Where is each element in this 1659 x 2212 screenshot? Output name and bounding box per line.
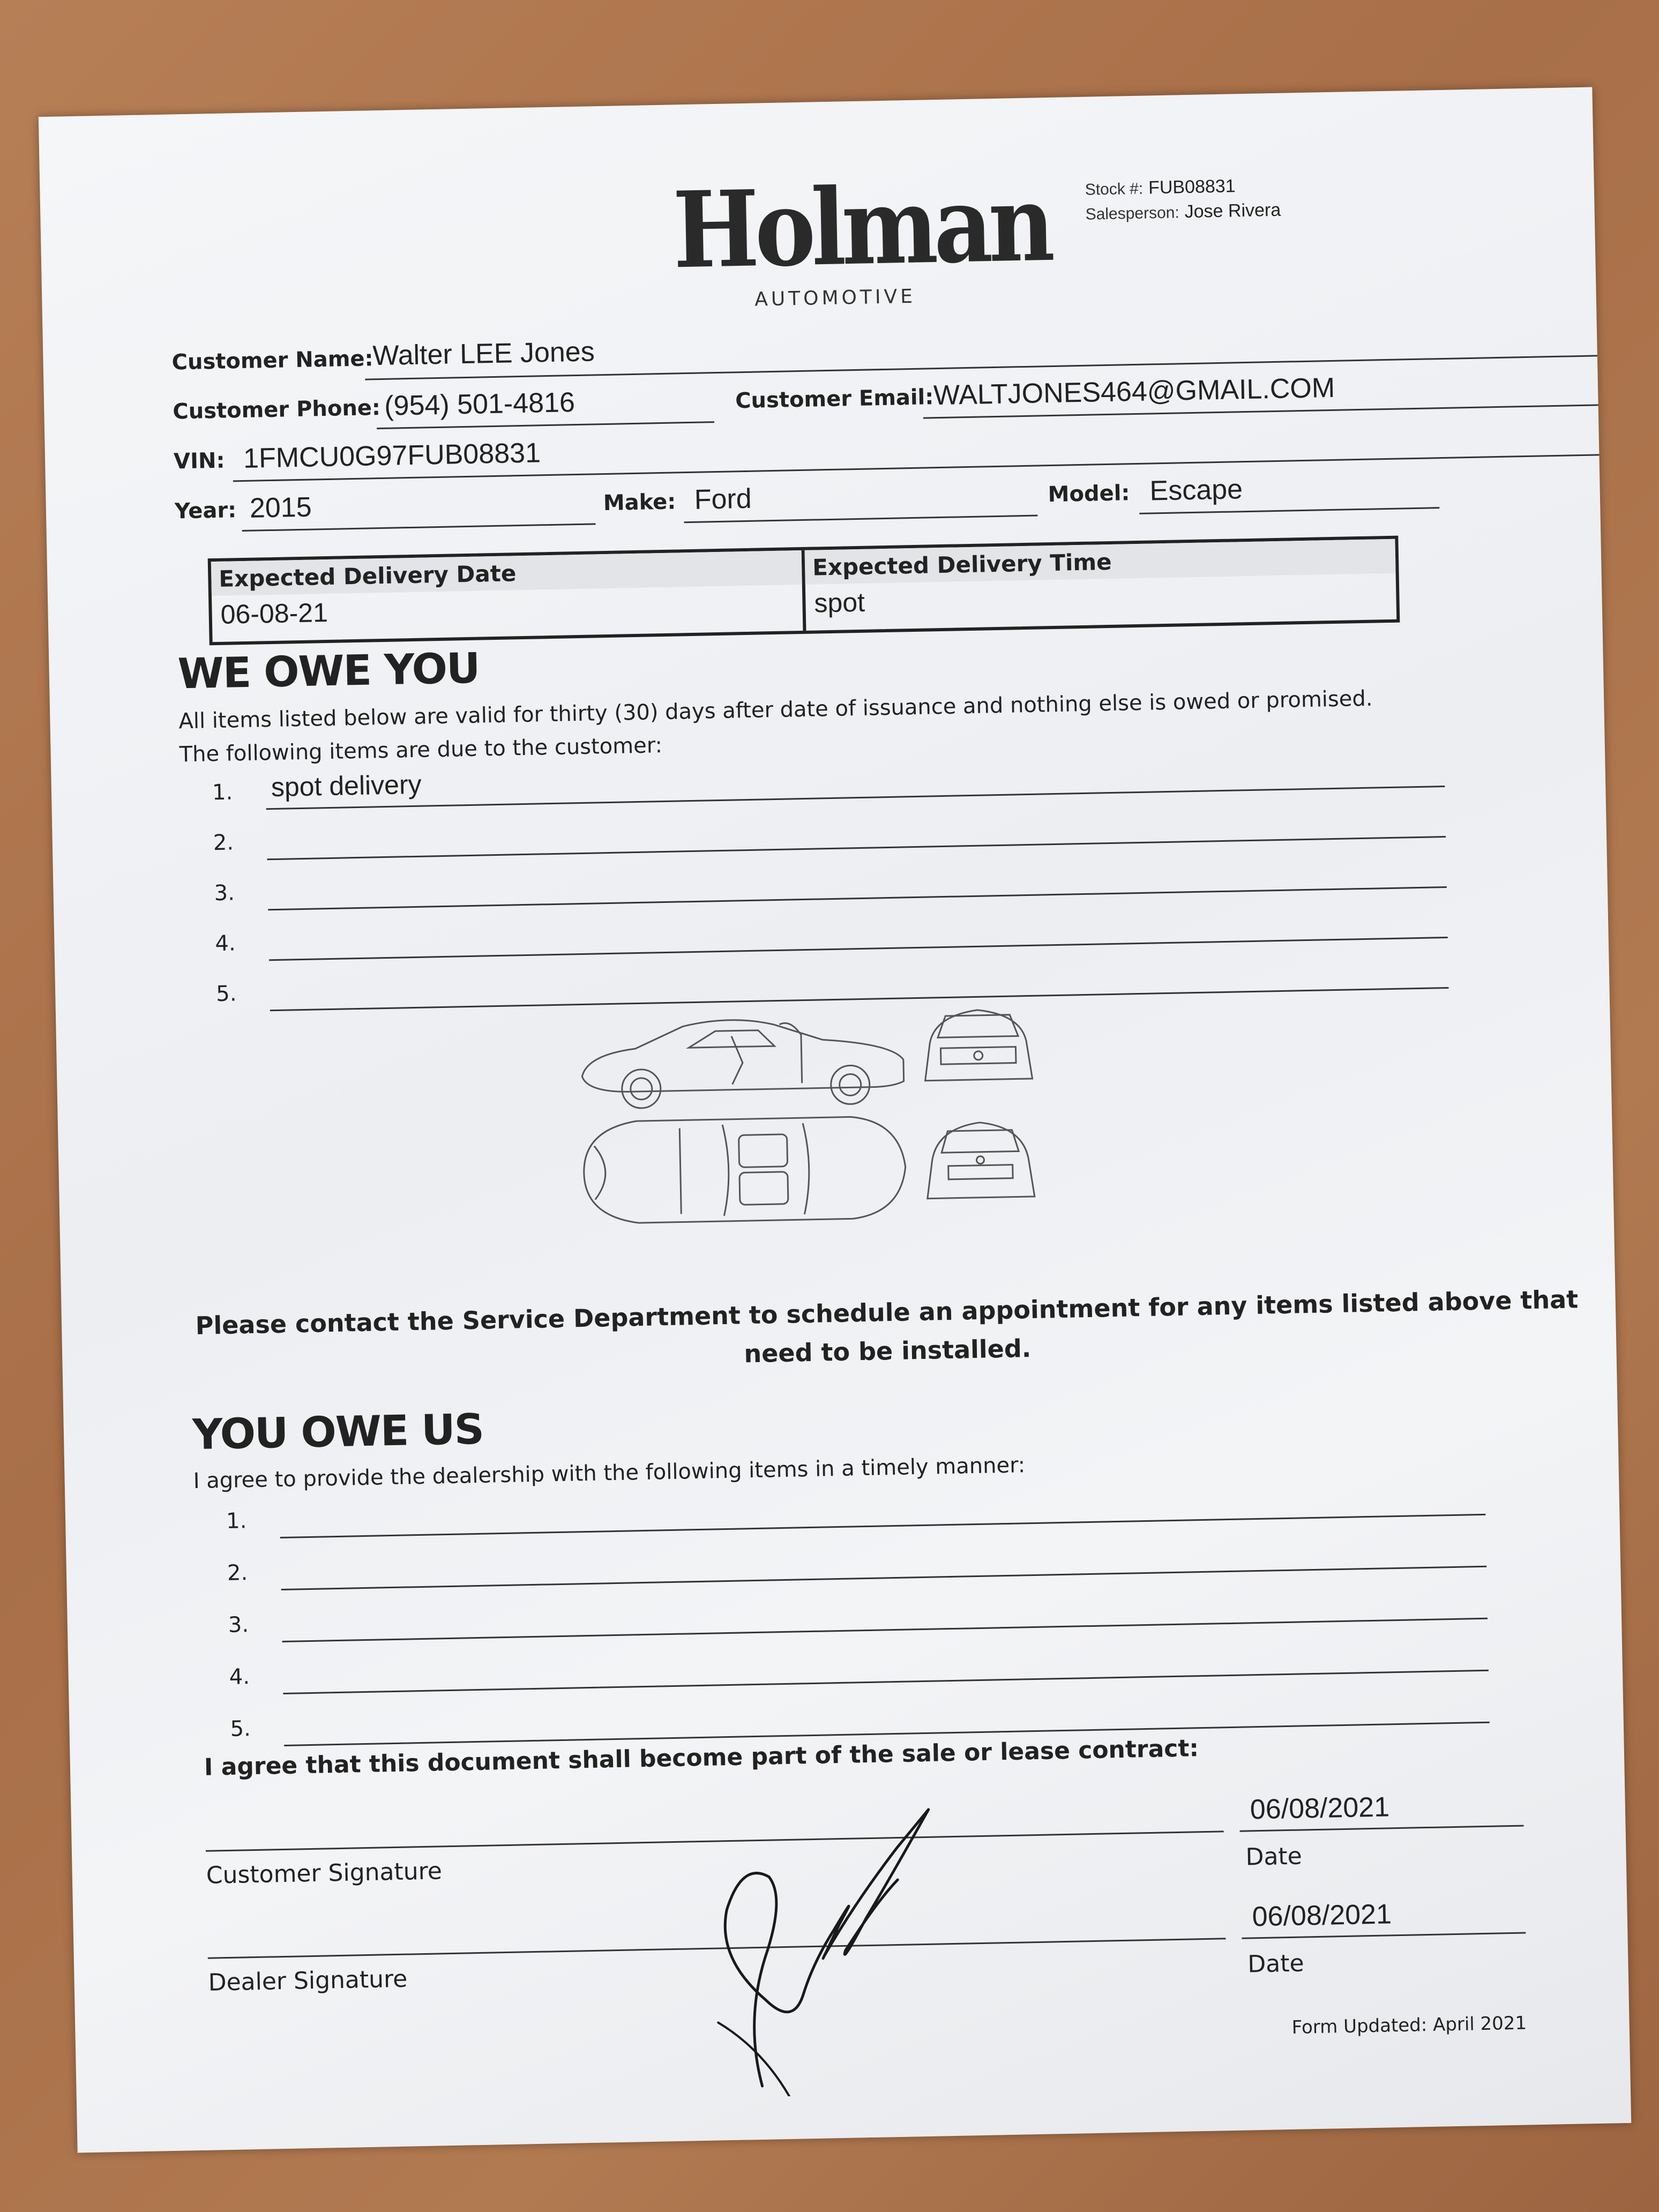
delivery-box — [208, 536, 1400, 646]
vin-value[interactable]: 1FMCU0G97FUB08831 — [243, 437, 541, 474]
customer-signature-label: Customer Signature — [206, 1857, 443, 1889]
year-value[interactable]: 2015 — [249, 491, 312, 524]
you-owe-list — [226, 1475, 1624, 1761]
item-number: 3. — [214, 880, 235, 906]
service-notice — [190, 1280, 1584, 1384]
dealer-date-line — [1242, 1932, 1526, 1939]
handwritten-signature — [660, 1792, 998, 2099]
item-number: 5. — [230, 1716, 251, 1742]
stock-value: FUB08831 — [1148, 176, 1236, 198]
logo-wordmark: Holman — [671, 161, 1052, 293]
salesperson-value: Jose Rivera — [1184, 199, 1281, 222]
item-number: 3. — [228, 1612, 249, 1638]
item-number: 2. — [227, 1560, 248, 1586]
vehicle-damage-diagram — [570, 997, 1083, 1248]
we-owe-title: WE OWE YOU — [177, 644, 480, 699]
logo-subtitle: AUTOMOTIVE — [754, 285, 916, 311]
item-number: 1. — [212, 780, 233, 805]
you-owe-title: YOU OWE US — [192, 1405, 484, 1460]
delivery-date-label: Expected Delivery Date — [211, 550, 802, 596]
car-rear-view — [926, 1122, 1035, 1199]
holman-logo — [671, 161, 1052, 312]
we-owe-validity-text: All items listed below are valid for thirty (30) days after date of issuance and nothing else is owed or promised. — [178, 686, 1373, 734]
item-value[interactable]: spot delivery — [271, 769, 422, 803]
dealer-date-value[interactable]: 06/08/2021 — [1252, 1899, 1392, 1933]
service-notice-line1: Please contact the Service Department to schedule an appointment for any items listed above that — [195, 1284, 1579, 1340]
we-owe-list — [212, 746, 1610, 1025]
delivery-date-cell — [211, 550, 806, 642]
customer-date-value[interactable]: 06/08/2021 — [1250, 1791, 1390, 1826]
salesperson-label: Salesperson: — [1085, 204, 1180, 223]
form-updated-text: Form Updated: April 2021 — [1291, 2012, 1527, 2038]
stock-info — [1085, 174, 1281, 227]
item-number: 5. — [215, 981, 237, 1007]
delivery-time-label: Expected Delivery Time — [805, 539, 1396, 585]
item-number: 4. — [215, 931, 236, 956]
service-notice-line2: need to be installed. — [743, 1334, 1032, 1369]
item-number: 1. — [226, 1508, 247, 1534]
make-label: Make: — [603, 489, 676, 516]
delivery-time-value[interactable]: spot — [813, 587, 865, 618]
stock-label: Stock #: — [1085, 180, 1144, 199]
year-label: Year: — [174, 498, 237, 524]
customer-name-value[interactable]: Walter LEE Jones — [372, 336, 595, 372]
customer-email-label: Customer Email: — [735, 385, 934, 414]
item-number: 4. — [229, 1664, 250, 1690]
vin-label: VIN: — [173, 448, 225, 474]
model-line — [1139, 507, 1439, 514]
form-paper — [39, 87, 1631, 2153]
car-front-view — [924, 1009, 1032, 1081]
dealer-signature-label: Dealer Signature — [208, 1965, 408, 1997]
customer-phone-line — [377, 421, 714, 429]
make-value[interactable]: Ford — [694, 483, 752, 515]
customer-email-value[interactable]: WALTJONES464@GMAIL.COM — [933, 372, 1335, 412]
agreement-text: I agree that this document shall become part of the sale or lease contract: — [204, 1735, 1199, 1781]
make-line — [684, 515, 1038, 524]
model-value[interactable]: Escape — [1149, 474, 1243, 507]
item-number: 2. — [213, 830, 234, 856]
we-owe-due-text: The following items are due to the customer: — [179, 733, 663, 767]
delivery-date-value[interactable]: 06-08-21 — [220, 597, 328, 630]
customer-name-label: Customer Name: — [171, 346, 373, 375]
car-side-view — [581, 1017, 904, 1109]
customer-phone-value[interactable]: (954) 501-4816 — [384, 387, 576, 422]
customer-date-line — [1240, 1825, 1524, 1832]
customer-phone-label: Customer Phone: — [172, 395, 381, 424]
year-line — [242, 523, 596, 532]
car-top-view — [583, 1116, 907, 1224]
dealer-date-label: Date — [1247, 1949, 1305, 1978]
customer-date-label: Date — [1245, 1842, 1303, 1871]
delivery-time-cell — [805, 539, 1397, 631]
you-owe-intro: I agree to provide the dealership with the following items in a timely manner: — [193, 1453, 1026, 1494]
model-label: Model: — [1048, 481, 1130, 507]
